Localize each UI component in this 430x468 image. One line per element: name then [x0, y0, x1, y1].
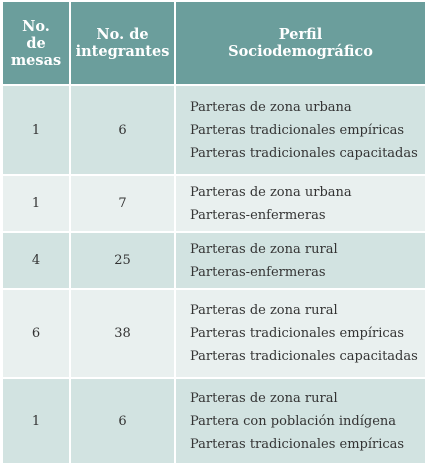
cell-mesas: 1 — [3, 378, 70, 463]
table-row — [3, 289, 425, 378]
table-row — [3, 85, 425, 175]
cell-perfil: Parteras de zona urbana Parteras-enfermeras — [175, 175, 425, 232]
table-header-row — [3, 2, 425, 85]
cell-mesas: 6 — [3, 289, 70, 378]
cell-integrantes: 7 — [70, 175, 175, 232]
cell-integrantes: 25 — [70, 232, 175, 289]
cell-perfil: Parteras de zona rural Partera con población indígena Parteras tradicionales empíricas — [175, 378, 425, 463]
table-row — [3, 378, 425, 463]
cell-perfil: Parteras de zona urbana Parteras tradicionales empíricas Parteras tradicionales capacitadas — [175, 85, 425, 175]
header-no-integrantes: No. de integrantes — [70, 2, 175, 85]
cell-integrantes: 6 — [70, 85, 175, 175]
cell-integrantes: 6 — [70, 378, 175, 463]
cell-mesas: 4 — [3, 232, 70, 289]
profile-table — [3, 2, 425, 463]
cell-perfil: Parteras de zona rural Parteras-enfermeras — [175, 232, 425, 289]
table-row — [3, 175, 425, 232]
table-row — [3, 232, 425, 289]
header-perfil: Perfil Sociodemográfico — [175, 2, 425, 85]
cell-mesas: 1 — [3, 175, 70, 232]
cell-integrantes: 38 — [70, 289, 175, 378]
header-no-mesas: No. de mesas — [3, 2, 70, 85]
cell-perfil: Parteras de zona rural Parteras tradicionales empíricas Parteras tradicionales capacitadas — [175, 289, 425, 378]
cell-mesas: 1 — [3, 85, 70, 175]
